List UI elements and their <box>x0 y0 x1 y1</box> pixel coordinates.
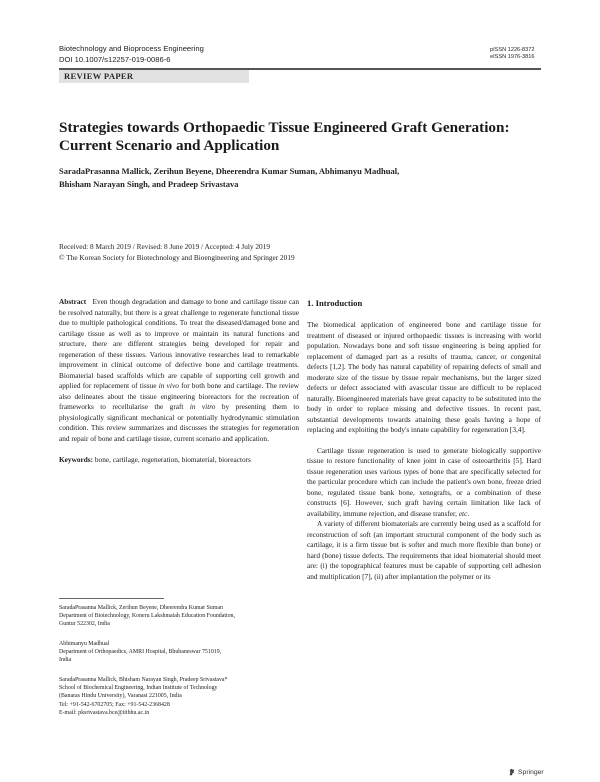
copyright: © The Korean Society for Biotechnology and Bioengineering and Springer 2019 <box>59 252 295 262</box>
issn-block <box>490 47 534 61</box>
intro-paragraph-2-etc: etc <box>458 508 468 518</box>
intro-paragraph-1: The biomedical application of engineered bone and cartilage tissue for treatment of diseased or injured orthopaedic tissues is increasing with world population. Nowadays bone and soft tissue engineering is being applied for replacement of damaged part as a results of trauma, cancer, or congenital defects [1,2]. The body has natural capability of repairing defects of small and moderate size of the tissue by tissue repair mechanisms, but the larger sized defects or defect associated with avascular tissue are difficult to be replaced naturally. Bioengineered materials have great capacity to be substituted into the body in order to replace missing and defective tissues. In recent past, substantial developments towards attaining these goals having a hope of replacing and exploiting the body's innate capability for regeneration [3,4]. <box>307 320 541 434</box>
section-heading-introduction: 1. Introduction <box>307 298 363 308</box>
affiliation-names: Abhimanyu Madhual <box>59 641 110 647</box>
journal-name: Biotechnology and Bioprocess Engineering <box>59 44 204 53</box>
journal-header <box>59 43 204 65</box>
pissn: pISSN 1226-8372 <box>490 47 535 53</box>
authors-line-1: SaradaPrasanna Mallick, Zerihun Beyene, Dheerendra Kumar Suman, Abhimanyu Madhual, <box>59 166 400 176</box>
intro-paragraph-2-end: . <box>467 508 470 518</box>
affiliation-dept: School of Biochemical Engineering, Indian Institute of Technology <box>59 685 218 692</box>
abstract-text-1: Even though degradation and damage to bone and cartilage tissue can be resolved naturally, but there is a great challenge to regenerate functional tissue due to multiple pathological conditions. To treat the diseased/damaged bone and cartilage tissue as well as to improve or maintain its natural functions and structure, there are different strategies being developed for repair and regeneration of these tissues. Various innovative researches lead to remarkable improvement in clinical outcome of defective bone and cartilage treatments. Biomaterial based scaffolds which are capable of supporting cell growth and applied for replacement of tissue <box>59 297 299 390</box>
abstract <box>59 297 299 444</box>
eissn: eISSN 1976-3816 <box>490 54 535 60</box>
doi[interactable]: DOI 10.1007/s12257-019-0086-6 <box>59 55 171 64</box>
intro-paragraph-2-text: Cartilage tissue regeneration is used to generate biologically supportive tissue to restore functionality of knee joint in case of osteoarthritis [5]. Hard tissue regeneration uses various types of bone that are specifically selected for the particular procedure which can include the patient's own bone, freeze dried bone, regulated tissue bank bone, xenografts, or a combination of these constructs [6]. However, such graft having certain limitation like lack of availability, immune rejection, and disease transfer, <box>307 445 541 518</box>
affiliation-names: SaradaPrasanna Mallick, Zerihun Beyene, Dheerendra Kumar Suman <box>59 605 223 611</box>
abstract-italic-1: in vivo <box>158 381 179 390</box>
abstract-italic-2: in vitro <box>189 402 216 411</box>
article-type-label <box>59 70 249 83</box>
affiliation-address: (Banaras Hindu University), Varanasi 221005, India <box>59 693 182 700</box>
author-list <box>59 165 539 190</box>
publisher-name: Springer <box>518 768 544 776</box>
keywords-text: bone, cartilage, regeneration, biomaterial, bioreactors <box>94 455 251 464</box>
affiliation-names: SaradaPrasanna Mallick, Bhisham Narayan Singh, Pradeep Srivastava* <box>59 677 228 683</box>
abstract-label: Abstract <box>59 297 87 306</box>
affiliation-address: India <box>59 657 72 664</box>
intro-paragraph-3: A variety of different biomaterials are currently being used as a scaffold for reconstruction of soft (an important structural component of the body such as cartilage, it is a firm tissue but is softer and much more flexible than bone) or hard (bone) tissue defects. The requirements that ideal biomaterial should meet are: (i) the topographical features must be capable of supporting cell adhesion and multiplication [7], (ii) after implantation the polymer or its <box>307 519 541 581</box>
keywords <box>59 455 299 466</box>
affiliation-2 <box>59 640 309 665</box>
affiliation-1 <box>59 604 309 629</box>
right-column <box>307 297 541 582</box>
article-title: Strategies towards Orthopaedic Tissue Engineered Graft Generation: Current Scenario and Application <box>59 119 510 154</box>
affiliation-phone: Tel: +91-542-6702705; Fax: +91-542-2368428 <box>59 701 170 708</box>
intro-paragraph-2 <box>307 446 541 520</box>
keywords-label: Keywords: <box>59 455 94 464</box>
left-column <box>59 297 299 466</box>
affiliation-rule <box>59 598 164 599</box>
affiliation-dept: Department of Biotechnology, Koneru Lakshmaiah Education Foundation, <box>59 613 235 620</box>
abstract-text-2: for both bone and cartilage. The review also delineates about the tissue engineering bioreactors for the recreation of frameworks to recellularise the graft <box>59 381 299 411</box>
affiliation-dept: Department of Orthopaedics, AMRI Hospital, Bhubaneswar 751019, <box>59 649 222 656</box>
history-block <box>59 242 539 264</box>
affiliation-email[interactable]: E-mail: pksrivastava.bce@iitbhu.ac.in <box>59 709 150 716</box>
article-type-text: REVIEW PAPER <box>64 71 134 81</box>
springer-horse-icon <box>508 768 516 776</box>
authors-line-2: Bhisham Narayan Singh, and Pradeep Srivastava <box>59 178 239 189</box>
publisher-logo <box>508 768 544 776</box>
abstract-text-3: by presenting them to physiologically significant mechanical or potentially hydrodynamic stimulation condition. This review summarizes and discusses the strategies for regeneration and repair of bone and cartilage tissue, current scenario and application. <box>59 402 300 443</box>
affiliation-address: Guntur 522302, India <box>59 621 110 628</box>
affiliation-3 <box>59 676 309 717</box>
received-dates: Received: 8 March 2019 / Revised: 8 June 2019 / Accepted: 4 July 2019 <box>59 242 270 251</box>
